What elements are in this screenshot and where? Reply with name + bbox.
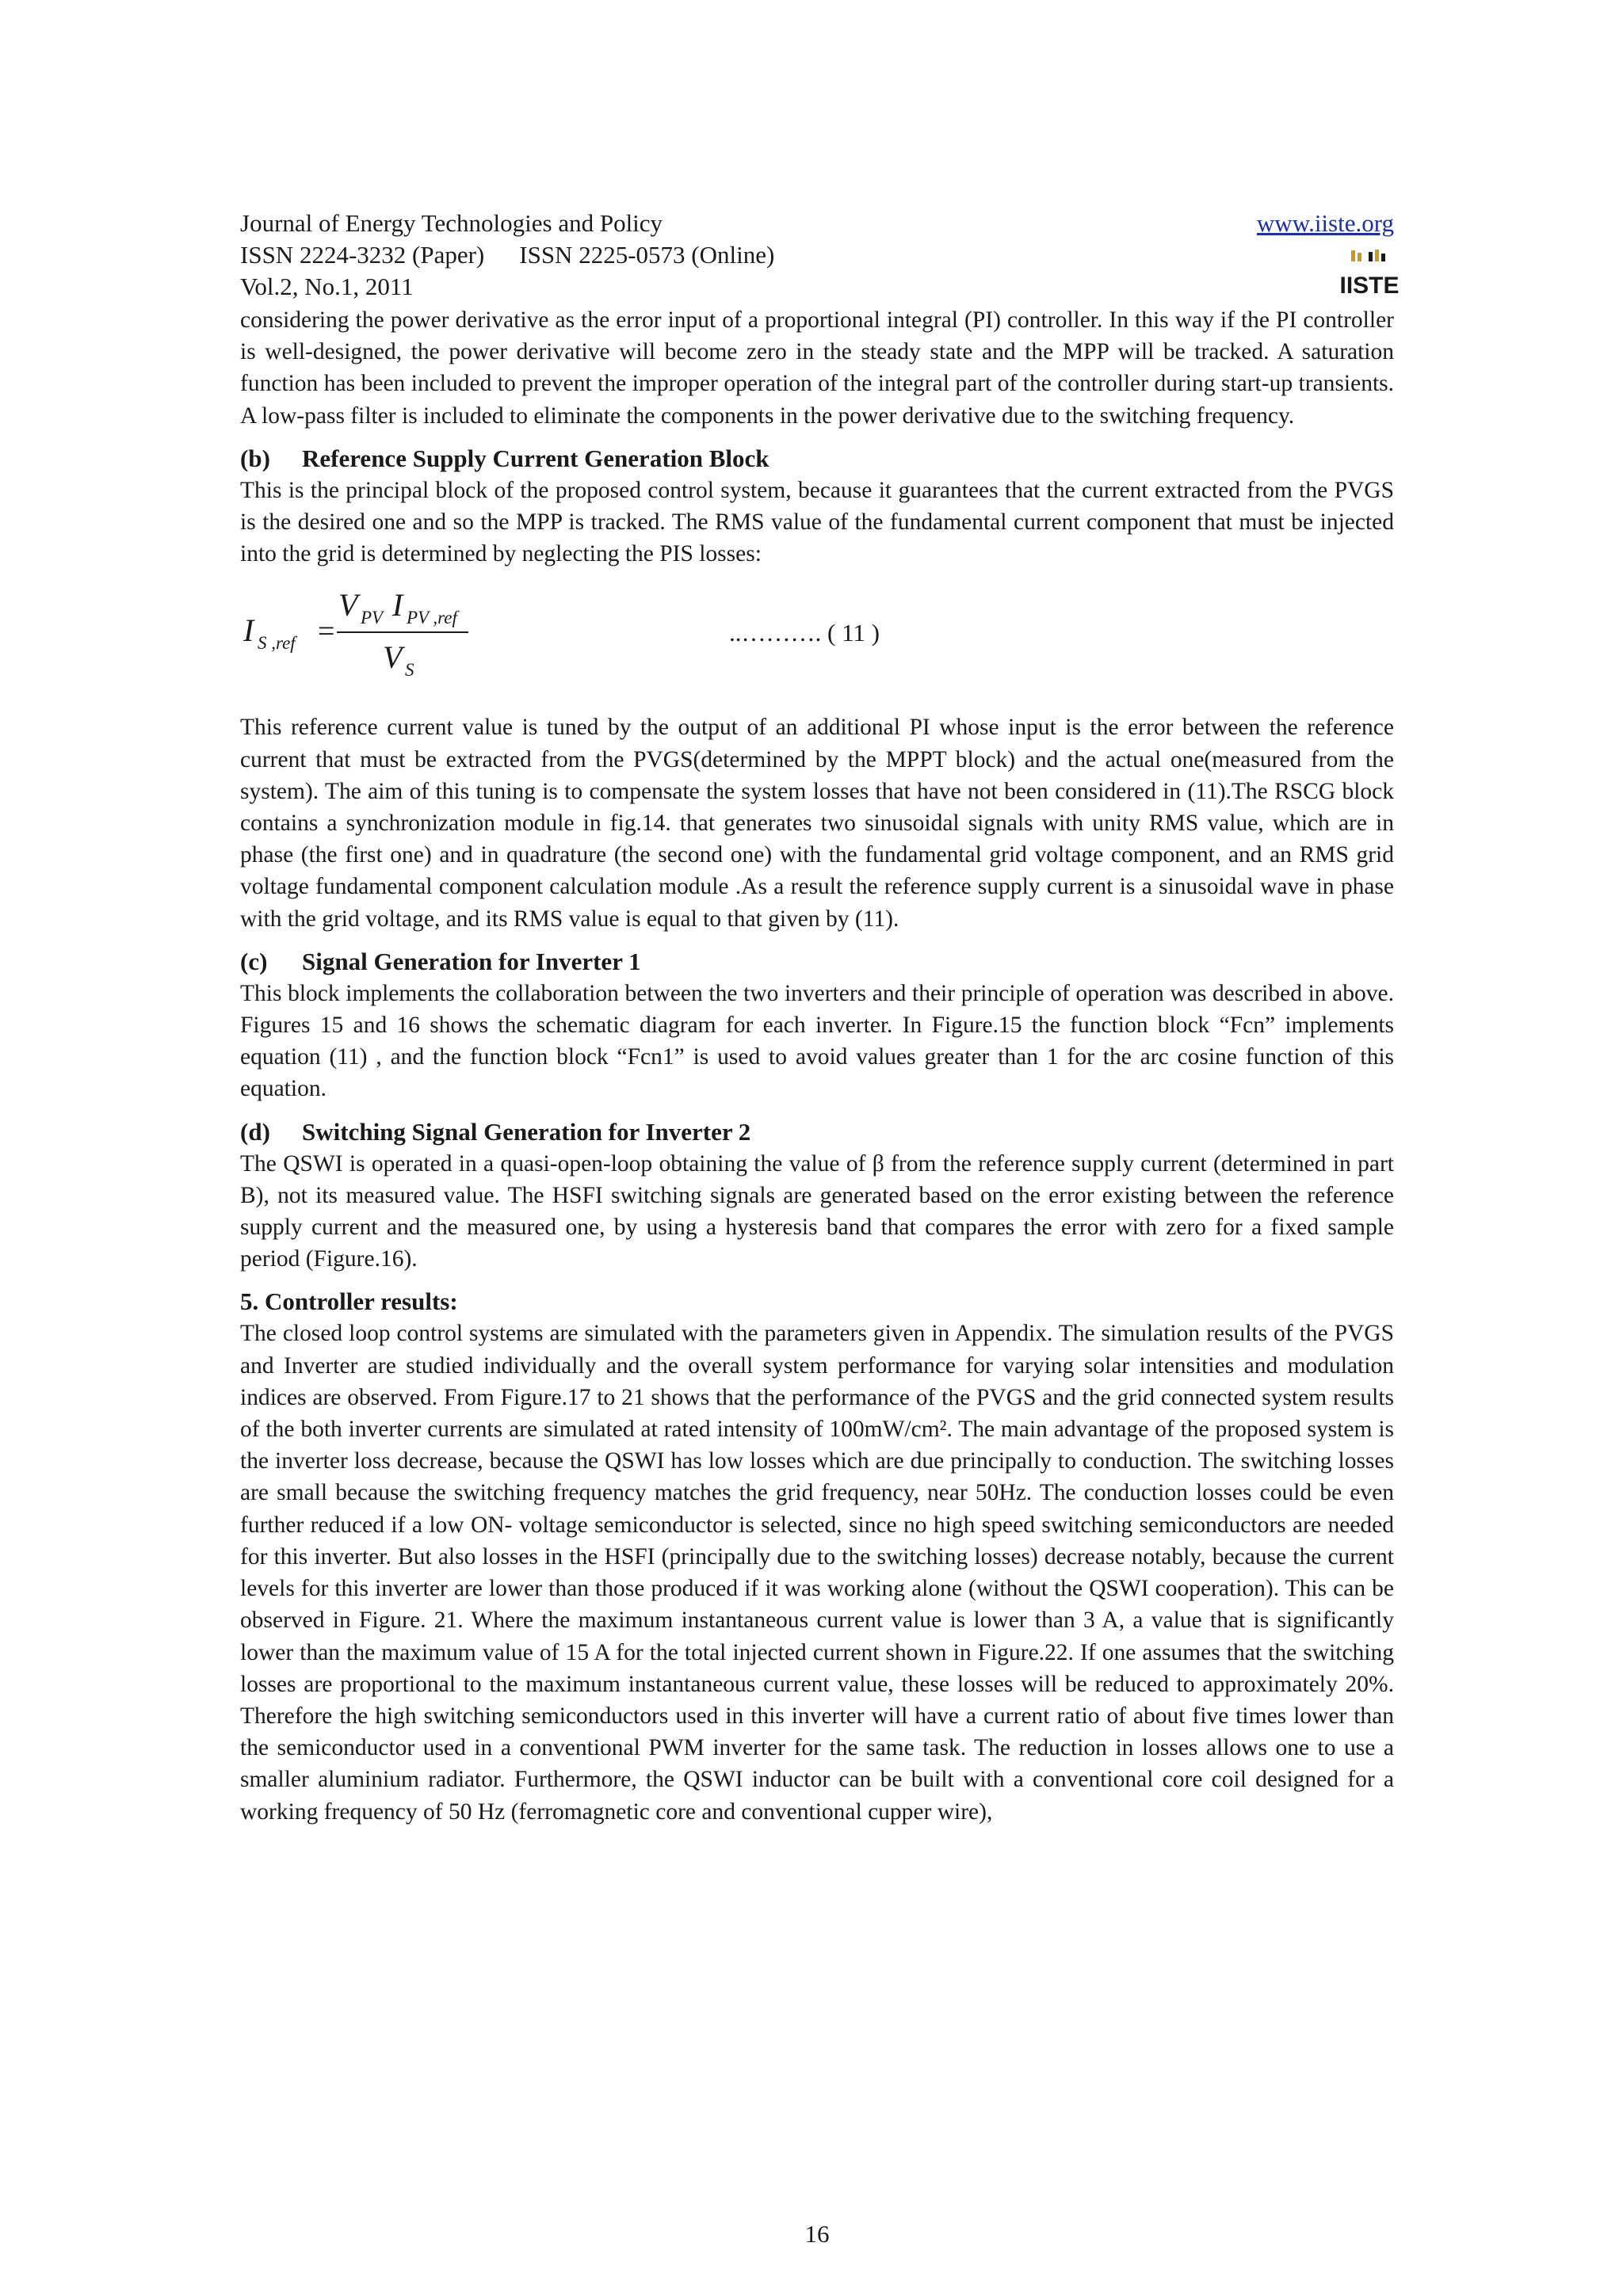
eq-denominator-v: V	[383, 639, 403, 676]
section-number: (b)	[240, 444, 270, 472]
issn-paper: ISSN 2224-3232 (Paper)	[240, 241, 485, 269]
eq-equals: =	[318, 615, 335, 649]
issn-online: ISSN 2225-0573 (Online)	[519, 241, 775, 269]
equation-formula	[240, 582, 716, 705]
section-number: (d)	[240, 1117, 270, 1146]
equation-number: ..………. ( 11 )	[729, 619, 880, 647]
eq-denominator-v-subscript: S	[405, 660, 414, 681]
iiste-logo-icon	[1339, 249, 1400, 299]
paragraph-controller-results: The closed loop control systems are simulated with the parameters given in Appendix. The simulation results of the PVGS and Inverter are studied individually and the overall system performance for varying solar intensities and modulation indices are observed. From Figure.17 to 21 shows that the performance of the PVGS and the grid connected system results of the both inverter currents are simulated at rated intensity of 100mW/cm². The main advantage of the proposed system is the inverter loss decrease, because the QSWI has low losses which are due principally to conduction. The switching losses are small because the switching frequency matches the grid frequency, near 50Hz. The conduction losses could be even further reduced if a low ON- voltage semiconductor is selected, since no high speed switching semiconductors are needed for this inverter. But also losses in the HSFI (principally due to the switching losses) decrease notably, because the current levels for this inverter are lower than those produced if it was working alone (without the QSWI cooperation). This can be observed in Figure. 21. Where the maximum instantaneous current value is lower than 3 A, a value that is significantly lower than the maximum value of 15 A for the total injected current shown in Figure.22. If one assumes that the switching losses are proportional to the maximum instantaneous current value, these losses will be reduced to approximately 20%. Therefore the high switching semiconductors used in this inverter will have a current ratio of about five times lower than the semiconductor used in a conventional PWM inverter for the same task. The reduction in losses allows one to use a smaller aluminium radiator. Furthermore, the QSWI inductor can be built with a conventional core coil designed for a working frequency of 50 Hz (ferromagnetic core and conventional cupper wire),	[240, 1321, 1394, 1825]
journal-title: Journal of Energy Technologies and Policy	[240, 209, 663, 237]
section-heading-b	[240, 443, 1394, 475]
paragraph-rscg-intro: This is the principal block of the proposed control system, because it guarantees that the current extracted from the PVGS is the desired one and so the MPP is tracked. The RMS value of the fundamental current component that must be injected into the grid is determined by neglecting the PIS losses:	[240, 477, 1394, 567]
equation-11	[240, 582, 1394, 705]
volume-info: Vol.2, No.1, 2011	[240, 273, 414, 300]
paragraph-reference-tuning: This reference current value is tuned by the output of an additional PI whose input is the error between the reference current that must be extracted from the PVGS(determined by the MPPT block) and the actual one(measured from the system). The aim of this tuning is to compensate the system losses that have not been considered in (11).The RSCG block contains a synchronization module in fig.14. that generates two sinusoidal signals with unity RMS value, which are in phase (the first one) and in quadrature (the second one) with the fundamental grid voltage component, and an RMS grid voltage fundamental component calculation module .As a result the reference supply current is a sinusoidal wave in phase with the grid voltage, and its RMS value is equal to that given by (11).	[240, 715, 1394, 932]
journal-url-link[interactable]: www.iiste.org	[1256, 209, 1394, 237]
eq-numerator-v-subscript: PV	[361, 608, 384, 628]
section-number: (c)	[240, 947, 268, 975]
section-title: Signal Generation for Inverter 1	[302, 947, 641, 975]
eq-lhs-subscript: S ,ref	[258, 633, 296, 654]
section-heading-d	[240, 1116, 1394, 1148]
section-title: Reference Supply Current Generation Block	[302, 444, 769, 472]
eq-lhs-symbol: I	[243, 612, 254, 649]
section-title: Switching Signal Generation for Inverter 2	[302, 1117, 751, 1146]
paragraph-inverter-1: This block implements the collaboration between the two inverters and their principle of operation was described in above. Figures 15 and 16 shows the schematic diagram for each inverter. In Figure.15 the function block “Fcn” implements equation (11) , and the function block “Fcn1” is used to avoid values greater than 1 for the arc cosine function of this equation.	[240, 980, 1394, 1102]
eq-numerator-i: I	[392, 587, 403, 624]
page-number: 16	[804, 2220, 830, 2248]
paragraph-inverter-2: The QSWI is operated in a quasi-open-loop obtaining the value of β from the reference supply current (determined in part B), not its measured value. The HSFI switching signals are generated based on the error existing between the reference supply current and the measured one, by using a hysteresis band that compares the error with zero for a fixed sample period (Figure.16).	[240, 1150, 1394, 1272]
page-header	[240, 208, 1400, 304]
paragraph-mpp-controller: considering the power derivative as the error input of a proportional integral (PI) controller. In this way if the PI controller is well-designed, the power derivative will become zero in the steady state and the MPP will be tracked. A saturation function has been included to prevent the improper operation of the integral part of the controller during start-up transients. A low-pass filter is included to eliminate the components in the power derivative due to the switching frequency.	[240, 307, 1394, 429]
section-title: Controller results:	[265, 1287, 458, 1316]
section-heading-5	[240, 1286, 1394, 1318]
eq-numerator-v: V	[338, 587, 358, 624]
section-heading-c	[240, 946, 1394, 978]
eq-numerator-i-subscript: PV ,ref	[407, 608, 457, 628]
header-left	[240, 208, 774, 303]
journal-page	[240, 208, 1400, 2248]
issn-line	[240, 239, 774, 271]
logo-text: IISTE	[1339, 273, 1400, 299]
section-number: 5.	[240, 1287, 259, 1316]
